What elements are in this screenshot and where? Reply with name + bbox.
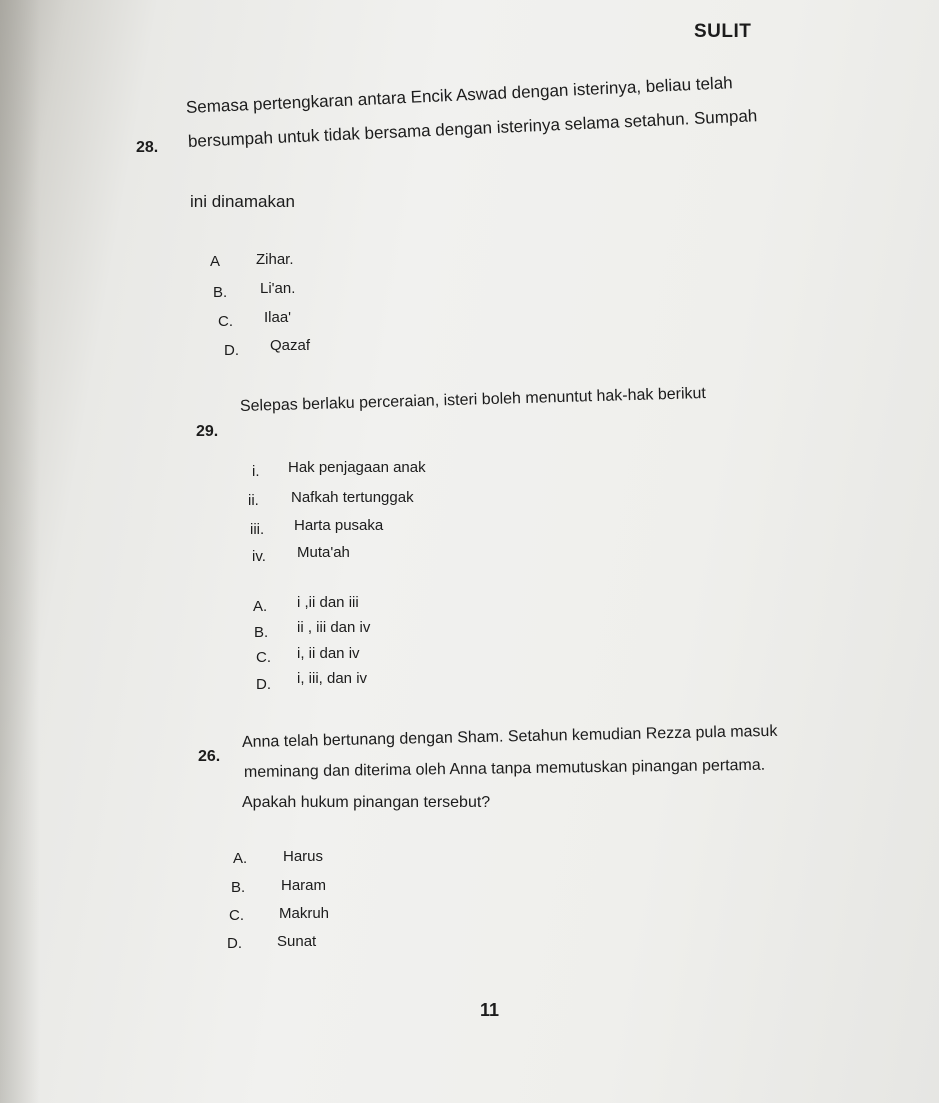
question-text-line: ini dinamakan bbox=[190, 192, 295, 211]
option-text: Qazaf bbox=[270, 337, 311, 354]
question-text-line: meminang dan diterima oleh Anna tanpa memutuskan pinangan pertama. bbox=[243, 756, 766, 781]
option-text: i, iii, dan iv bbox=[297, 670, 368, 687]
option-letter: B. bbox=[254, 624, 269, 641]
statement-text: Muta'ah bbox=[297, 544, 350, 561]
option-text: Harus bbox=[283, 848, 324, 865]
question-text-line: Selepas berlaku perceraian, isteri boleh menuntut hak-hak berikut bbox=[239, 384, 707, 415]
statement-text: Harta pusaka bbox=[294, 517, 384, 534]
question-number: 26. bbox=[198, 748, 221, 765]
option-letter: D. bbox=[224, 342, 239, 359]
option-letter: B. bbox=[213, 284, 228, 301]
option-letter: A. bbox=[253, 598, 268, 615]
option-letter: C. bbox=[229, 907, 244, 924]
question-text-line: Apakah hukum pinangan tersebut? bbox=[242, 794, 491, 811]
option-text: Haram bbox=[281, 877, 327, 894]
option-text: Sunat bbox=[277, 933, 317, 950]
option-text: i ,ii dan iii bbox=[297, 594, 359, 611]
option-text: Li'an. bbox=[260, 280, 296, 297]
option-letter: B. bbox=[231, 879, 246, 896]
statement-numeral: iii. bbox=[250, 521, 265, 538]
page-number: 11 bbox=[480, 1000, 500, 1020]
question-text-line: Anna telah bertunang dengan Sham. Setahun kemudian Rezza pula masuk bbox=[241, 722, 778, 751]
statement-text: Nafkah tertunggak bbox=[291, 489, 414, 506]
question-number: 28. bbox=[136, 139, 159, 156]
statement-text: Hak penjagaan anak bbox=[288, 459, 426, 476]
option-letter: C. bbox=[256, 649, 271, 666]
question-text-line: bersumpah untuk tidak bersama dengan isterinya selama setahun. Sumpah bbox=[187, 106, 758, 151]
option-letter: C. bbox=[218, 313, 233, 330]
question-text-line: Semasa pertengkaran antara Encik Aswad dengan isterinya, beliau telah bbox=[185, 73, 734, 117]
option-text: Ilaa' bbox=[264, 309, 292, 326]
statement-numeral: ii. bbox=[248, 492, 259, 509]
option-letter: A. bbox=[233, 850, 248, 867]
question-number: 29. bbox=[196, 423, 219, 440]
option-text: Makruh bbox=[279, 905, 330, 922]
option-letter: A bbox=[210, 253, 221, 270]
option-letter: D. bbox=[256, 676, 271, 693]
option-letter: D. bbox=[227, 935, 242, 952]
page-shadow bbox=[0, 0, 40, 1103]
option-text: Zihar. bbox=[256, 251, 294, 268]
statement-numeral: i. bbox=[252, 463, 260, 480]
option-text: i, ii dan iv bbox=[297, 645, 360, 662]
option-text: ii , iii dan iv bbox=[297, 619, 371, 636]
header-code: SULIT bbox=[694, 21, 752, 42]
statement-numeral: iv. bbox=[252, 548, 266, 565]
